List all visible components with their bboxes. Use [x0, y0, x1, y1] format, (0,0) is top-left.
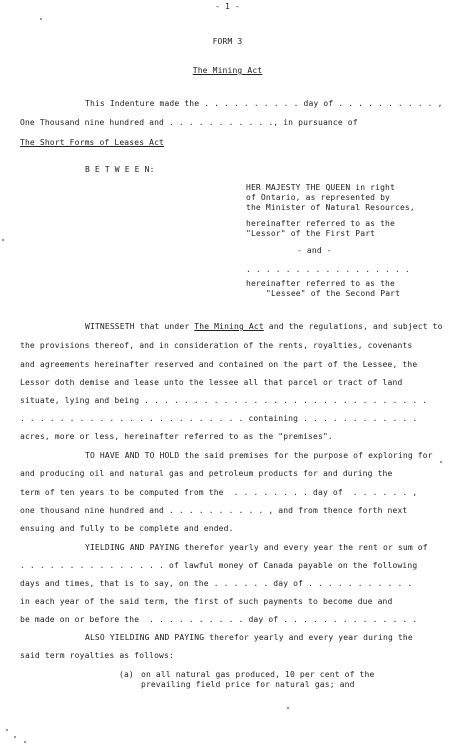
lessee-line: hereinafter referred to as the	[246, 279, 395, 288]
scan-speck	[6, 729, 8, 731]
to-have-line: term of ten years to be computed from the . . . . . . . . day of . . . . . . ,	[20, 488, 418, 497]
clause-a-line: on all natural gas produced, 10 per cent of the	[141, 670, 375, 679]
scan-speck	[440, 461, 442, 463]
witnesseth-line: situate, lying and being . . . . . . . . . . . . . . . . . . . . . . . . . . . . .	[20, 396, 428, 405]
to-have-line: and producing oil and natural gas and petroleum products for and during the	[20, 469, 393, 478]
lessee-dots: . . . . . . . . . . . . . . . . .	[246, 265, 410, 274]
and-separator: - and -	[297, 246, 332, 255]
between-heading: B E T W E E N:	[85, 165, 155, 174]
yielding-line: in each year of the said term, the first of such payments to become due and	[20, 597, 393, 606]
indenture-line-1: This Indenture made the . . . . . . . . . . day of . . . . . . . . . . ,	[85, 99, 443, 108]
lessor-line: of Ontario, as represented by	[246, 193, 391, 202]
form-title: FORM 3	[212, 37, 243, 46]
lessor-line: hereinafter referred to as the	[246, 219, 395, 228]
to-have-line: ensuing and fully to be complete and ended.	[20, 524, 234, 533]
also-yielding-line: said term royalties as follows:	[20, 651, 174, 660]
indenture-line-2: One Thousand nine hundred and . . . . . . . . . . ., in pursuance of	[20, 118, 358, 127]
witnesseth-line: and agreements hereinafter reserved and contained on the part of the Lessee, the	[20, 360, 418, 369]
clause-a-line: prevailing field price for natural gas; and	[141, 680, 355, 689]
scan-speck	[24, 741, 26, 743]
scan-speck	[287, 707, 289, 709]
yielding-line: YIELDING AND PAYING therefor yearly and every year the rent or sum of	[85, 543, 428, 552]
lessor-line: the Minister of Natural Resources,	[246, 203, 415, 212]
yielding-line: . . . . . . . . . . . . . . . of lawful money of Canada payable on the following	[20, 561, 418, 570]
witnesseth-line: acres, more or less, hereinafter referred to as the "premises".	[20, 432, 333, 441]
clause-a-label: (a)	[119, 670, 134, 679]
witnesseth-line-1: WITNESSETH that under The Mining Act and the regulations, and subject to	[85, 322, 443, 331]
witnesseth-line: . . . . . . . . . . . . . . . . . . . . . . . containing . . . . . . . . . . . .	[20, 414, 418, 423]
to-have-line: one thousand nine hundred and . . . . . . . . . . , and from thence forth next	[20, 506, 408, 515]
indenture-line-3: The Short Forms of Leases Act	[20, 138, 165, 147]
act-title: The Mining Act	[192, 66, 263, 75]
lessor-line: HER MAJESTY THE QUEEN in right	[246, 183, 395, 192]
to-have-line: TO HAVE AND TO HOLD the said premises for the purpose of exploring for	[85, 451, 433, 460]
lessee-line: "Lessee" of the Second Part	[266, 289, 401, 298]
also-yielding-line: ALSO YIELDING AND PAYING therefor yearly and every year during the	[85, 633, 413, 642]
scan-speck	[2, 239, 4, 241]
scan-speck	[40, 18, 42, 20]
yielding-line: be made on or before the . . . . . . . . . . day of . . . . . . . . . . . . . .	[20, 615, 418, 624]
scan-speck	[14, 736, 16, 738]
witnesseth-line: Lessor doth demise and lease unto the lessee all that parcel or tract of land	[20, 378, 403, 387]
lessor-line: "Lessor" of the First Part	[246, 229, 376, 238]
witnesseth-line: the provisions thereof, and in consideration of the rents, royalties, covenants	[20, 341, 413, 350]
page-number: - 1 -	[215, 2, 240, 11]
mining-act-reference: The Mining Act	[194, 322, 264, 331]
yielding-line: days and times, that is to say, on the . . . . . . day of . . . . . . . . . . .	[20, 579, 413, 588]
